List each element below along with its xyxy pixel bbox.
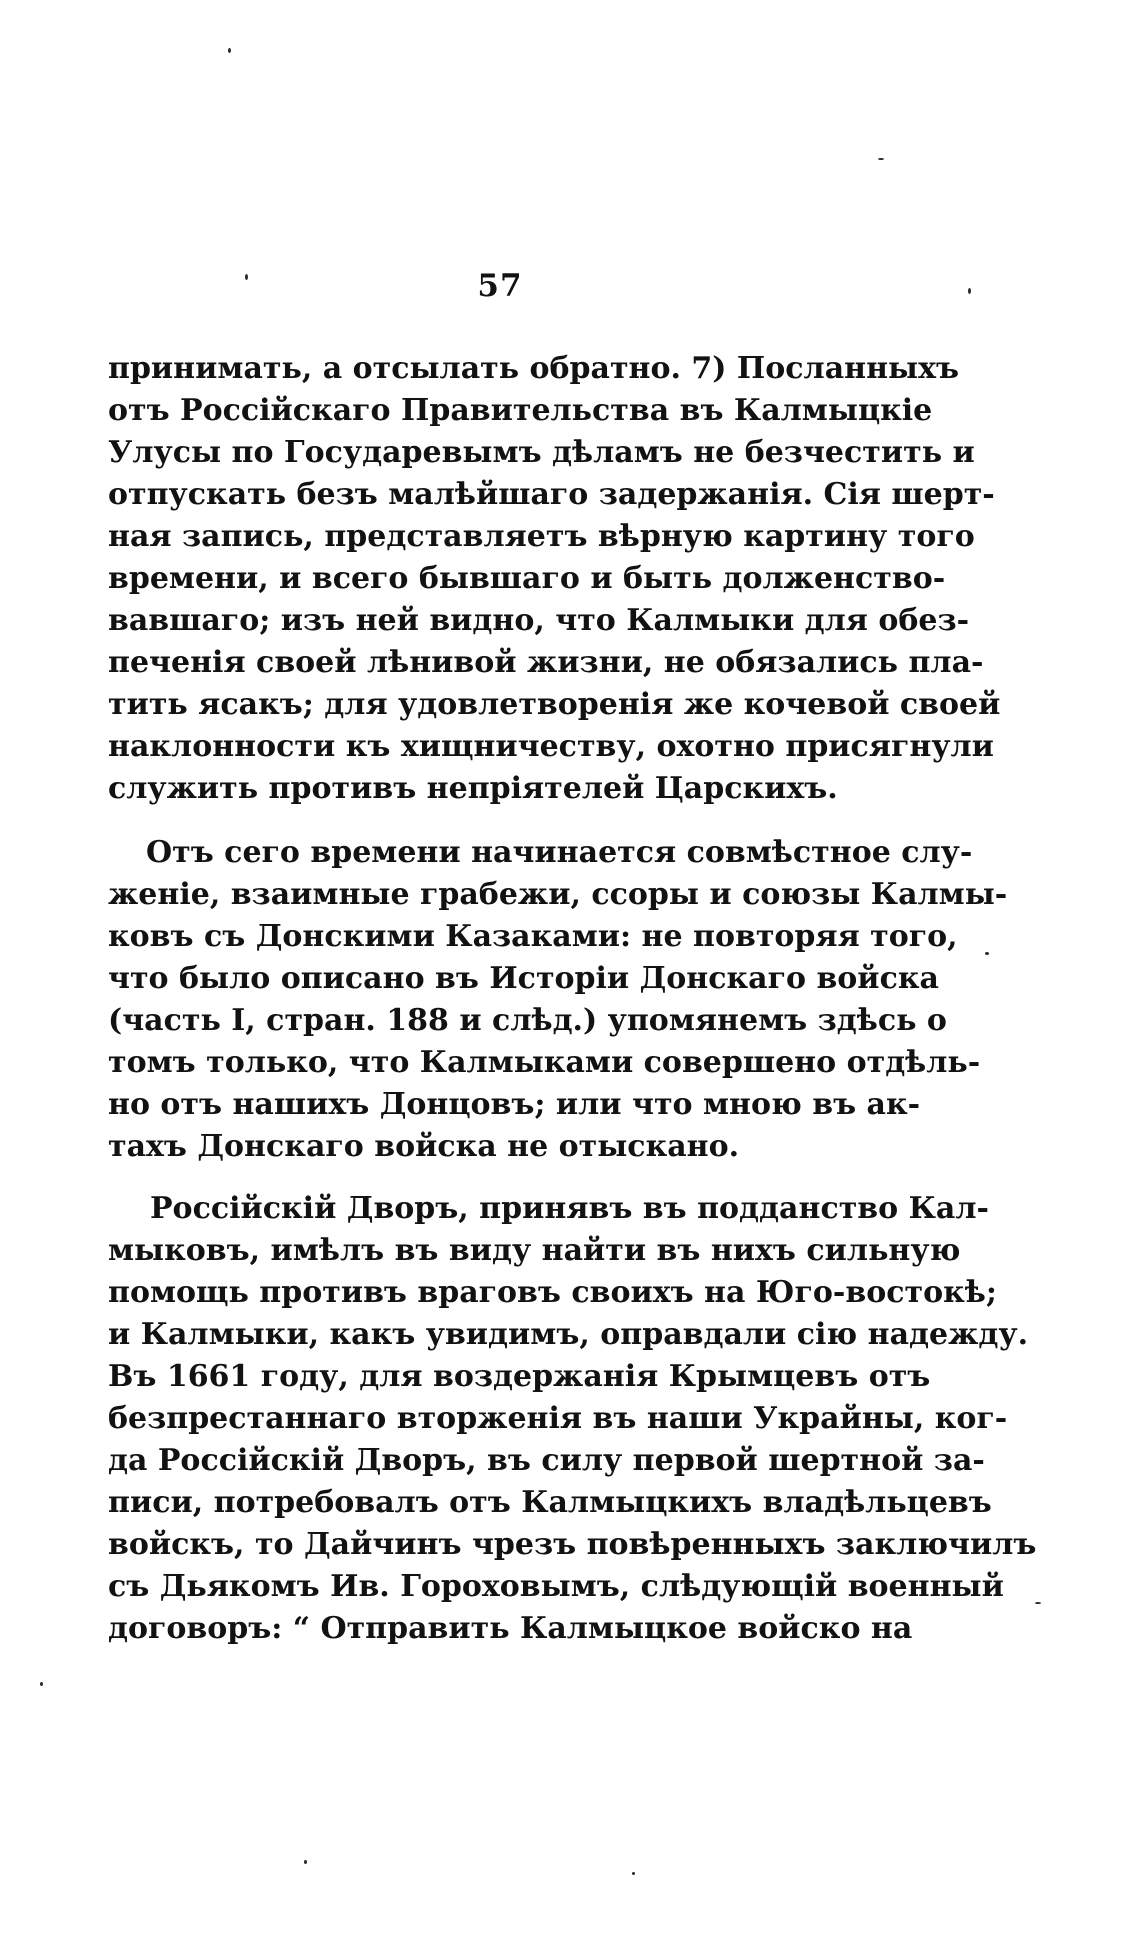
text-line: Отъ сего времени начинается совмѣстное слу-: [146, 835, 973, 870]
text-line: Россійскій Дворъ, принявъ въ подданство Кал-: [150, 1191, 989, 1226]
text-line: томъ только, что Калмыками совершено отдѣль-: [108, 1045, 981, 1080]
page-number: 57: [477, 268, 523, 304]
scan-speck: [985, 952, 989, 955]
text-line: времени, и всего бывшаго и быть долженство-: [108, 561, 946, 596]
text-line: договоръ: “ Отправить Калмыцкое войско на: [108, 1611, 913, 1646]
scan-speck: [245, 274, 248, 280]
scan-speck: [632, 1872, 635, 1875]
text-line: вавшаго; изъ ней видно, что Калмыки для обез-: [108, 603, 970, 638]
text-line: и Калмыки, какъ увидимъ, оправдали сію надежду.: [108, 1317, 1029, 1352]
scan-speck: [40, 1682, 43, 1686]
scan-speck: [1035, 1602, 1041, 1604]
text-line: (часть I, стран. 188 и слѣд.) упомянемъ здѣсь о: [108, 1003, 947, 1038]
text-line: но отъ нашихъ Донцовъ; или что мною въ ак-: [108, 1087, 921, 1122]
scan-speck: [304, 1860, 307, 1864]
text-line: ковъ съ Донскими Казаками: не повторяя того,: [108, 919, 958, 954]
text-line: писи, потребовалъ отъ Калмыцкихъ владѣльцевъ: [108, 1485, 992, 1520]
text-line: Улусы по Государевымъ дѣламъ не безчестить и: [108, 435, 975, 470]
paragraph-3: [108, 1188, 1037, 1650]
text-line: да Россійскій Дворъ, въ силу первой шертной за-: [108, 1443, 985, 1478]
text-line: ная запись, представляетъ вѣрную картину того: [108, 519, 975, 554]
text-line: принимать, а отсылать обратно. 7) Посланныхъ: [108, 351, 960, 386]
scan-speck: [228, 48, 231, 53]
text-line: печенія своей лѣнивой жизни, не обязались пла-: [108, 645, 984, 680]
text-line: безпрестаннаго вторженія въ наши Украйны, ког-: [108, 1401, 1008, 1436]
scan-speck: [878, 158, 884, 160]
text-line: тахъ Донскаго войска не отыскано.: [108, 1129, 740, 1164]
text-line: женіе, взаимные грабежи, ссоры и союзы Калмы-: [108, 877, 1008, 912]
paragraph-1: [108, 348, 1001, 810]
text-line: служить противъ непріятелей Царскихъ.: [108, 771, 838, 806]
text-line: отъ Россійскаго Правительства въ Калмыцкіе: [108, 393, 933, 428]
text-line: помощь противъ враговъ своихъ на Юго-востокѣ;: [108, 1275, 997, 1310]
scan-speck: [968, 288, 971, 294]
text-line: Въ 1661 году, для воздержанія Крымцевъ отъ: [108, 1359, 931, 1394]
text-line: наклонности къ хищничеству, охотно присягнули: [108, 729, 994, 764]
text-line: тить ясакъ; для удовлетворенія же кочевой своей: [108, 687, 1001, 722]
text-line: мыковъ, имѣлъ въ виду найти въ нихъ сильную: [108, 1233, 961, 1268]
paragraph-2: [108, 832, 1008, 1168]
text-line: съ Дьякомъ Ив. Гороховымъ, слѣдующій военный: [108, 1569, 1004, 1604]
text-line: войскъ, то Дайчинъ чрезъ повѣренныхъ заключилъ: [108, 1527, 1037, 1562]
text-line: отпускать безъ малѣйшаго задержанія. Сія шерт-: [108, 477, 995, 512]
text-line: что было описано въ Исторіи Донскаго войска: [108, 961, 939, 996]
